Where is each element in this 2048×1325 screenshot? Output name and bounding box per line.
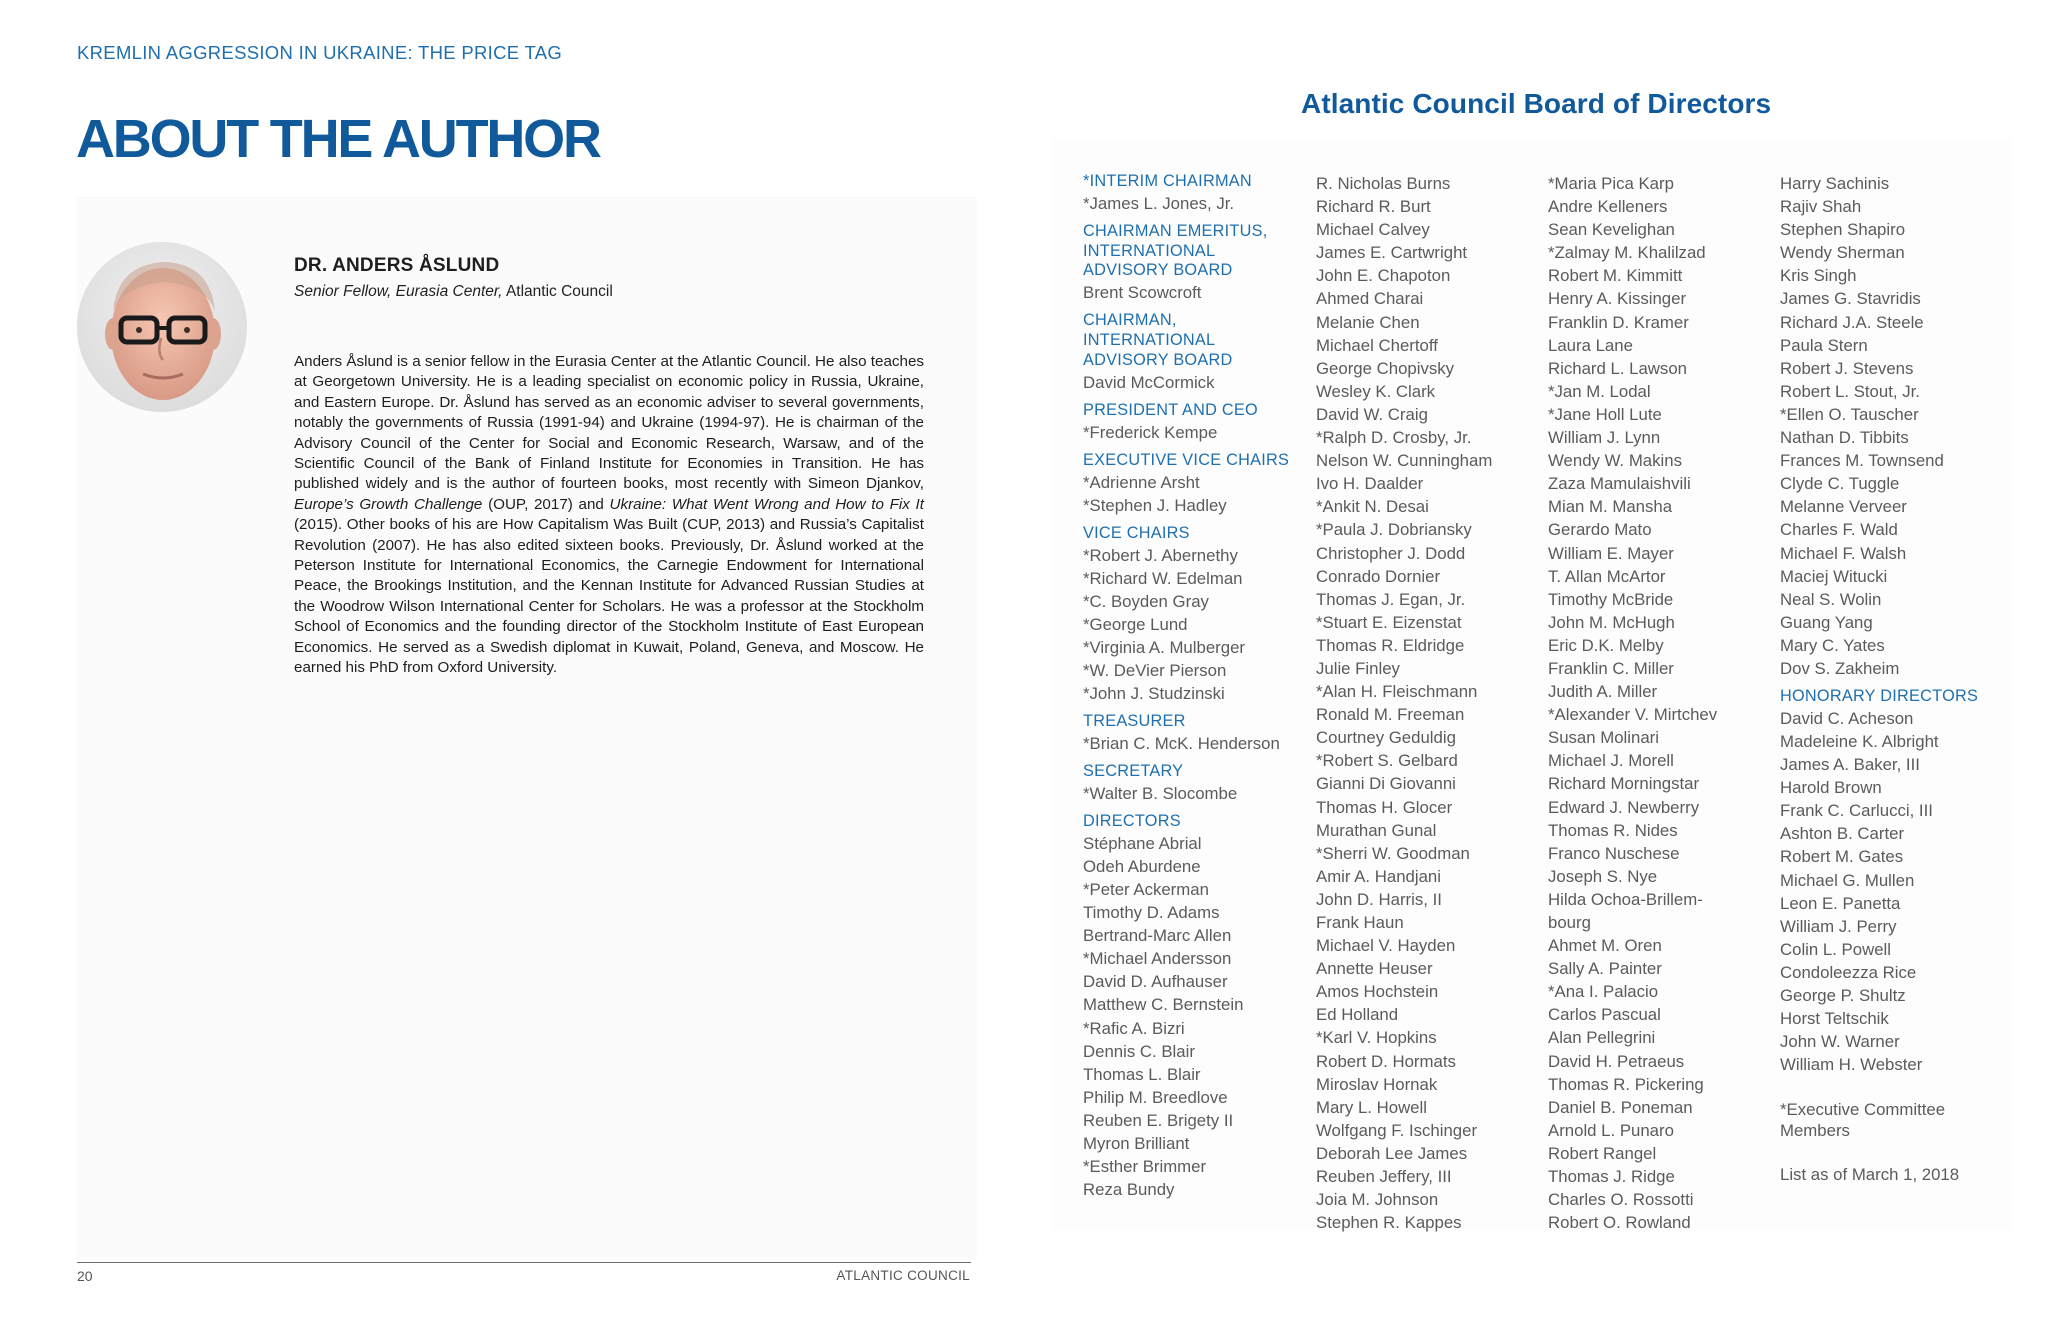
board-member-name: Charles O. Rossotti (1548, 1190, 1694, 1210)
board-member-name: Julie Finley (1316, 658, 1400, 678)
board-member-name: *Richard W. Edelman (1083, 568, 1243, 588)
board-member-name: George Chopivsky (1316, 358, 1455, 378)
board-member-name: George P. Shultz (1780, 985, 1906, 1005)
bio-book-title: Ukraine: What Went Wrong and How to Fix It (609, 495, 924, 513)
board-member-name: Thomas R. Pickering (1548, 1074, 1704, 1094)
board-spacer (1780, 1141, 2015, 1164)
board-member-name: *John J. Studzinski (1083, 684, 1225, 704)
board-member-name: Wendy W. Makins (1548, 451, 1682, 471)
board-member-name: Michael V. Hayden (1316, 936, 1456, 956)
board-member-name: bourg (1548, 913, 1591, 932)
board-member-name: Richard J.A. Steele (1780, 312, 1924, 332)
running-head: KREMLIN AGGRESSION IN UKRAINE: THE PRICE TAG (77, 42, 563, 63)
board-member-name: Miroslav Hornak (1316, 1074, 1438, 1094)
board-member-name: *Ralph D. Crosby, Jr. (1316, 428, 1472, 448)
board-member-name: *Walter B. Slocombe (1083, 783, 1238, 803)
board-member-name: Thomas R. Nides (1548, 820, 1678, 840)
board-member-name: Thomas J. Egan, Jr. (1316, 589, 1466, 609)
board-member-name: Richard L. Lawson (1548, 358, 1687, 378)
board-member-name: Murathan Gunal (1316, 820, 1437, 840)
board-member-name: Reza Bundy (1083, 1180, 1175, 1200)
board-member-name: Alan Pellegrini (1548, 1028, 1656, 1048)
author-portrait-image (77, 242, 247, 412)
board-member-name: *Michael Andersson (1083, 949, 1232, 969)
board-footnote: List as of March 1, 2018 (1780, 1165, 1960, 1185)
board-section-heading: DIRECTORS (1083, 811, 1181, 830)
board-member-name: *Robert S. Gelbard (1316, 751, 1458, 771)
board-member-name: Melanne Verveer (1780, 497, 1907, 517)
board-member-name: Bertrand-Marc Allen (1083, 926, 1232, 946)
board-member-name: Andre Kelleners (1548, 197, 1668, 217)
board-member-name: Condoleezza Rice (1780, 962, 1917, 982)
board-member-name: Ahmed Charai (1316, 289, 1424, 309)
board-section-heading: HONORARY DIRECTORS (1780, 687, 1979, 706)
board-member-name: Robert D. Hormats (1316, 1051, 1456, 1071)
board-member-name: Ahmet M. Oren (1548, 936, 1662, 956)
board-section-heading: SECRETARY (1083, 762, 1184, 781)
board-member-name: Stephen Shapiro (1780, 220, 1906, 240)
board-section-heading: CHAIRMAN, INTERNATIONAL ADVISORY BOARD (1083, 311, 1233, 369)
footer-org: ATLANTIC COUNCIL (836, 1268, 970, 1283)
board-column-4 (1780, 172, 2015, 1185)
board-title: Atlantic Council Board of Directors (1301, 88, 1772, 119)
board-member-name: William E. Mayer (1548, 543, 1674, 563)
bio-text: (2015). Other books of his are How Capitalism Was Built (CUP, 2013) and Russia’s Capitalist Revolution (2007). He has also edited sixteen books. Previously, Dr. Åslund worked at the Peterson Institute for International Economics, the Carnegie Endowment for International Peace, the Brookings Institution, and the Kennan Institute for Advanced Russian Studies at the Woodrow Wilson International Center for Scholars. He was a professor at the Stockholm School of Economics and the founding director of the Stockholm Institute of East European Economics. He served as a Swedish diplomat in Kuwait, Poland, Geneva, and Moscow. He earned his PhD from Oxford University. (294, 516, 924, 677)
board-member-name: David W. Craig (1316, 404, 1428, 424)
board-member-name: Kris Singh (1780, 266, 1857, 286)
bio-book-title: Europe’s Growth Challenge (294, 495, 483, 513)
board-member-name: R. Nicholas Burns (1316, 174, 1451, 193)
board-member-name: Leon E. Panetta (1780, 893, 1901, 913)
board-member-name: *Brian C. McK. Henderson (1083, 733, 1280, 753)
board-column-1 (1083, 172, 1308, 1201)
author-name: DR. ANDERS ÅSLUND (294, 255, 500, 276)
bio-text: (OUP, 2017) and (482, 495, 610, 513)
board-member-name: Frank C. Carlucci, III (1780, 801, 1933, 821)
board-member-name: Stéphane Abrial (1083, 833, 1202, 853)
board-member-name: Susan Molinari (1548, 728, 1659, 748)
page-title: ABOUT THE AUTHOR (76, 109, 600, 169)
board-column-3 (1548, 172, 1773, 1234)
board-member-name: Conrado Dornier (1316, 566, 1441, 586)
board-member-name: Eric D.K. Melby (1548, 635, 1664, 655)
board-member-name: *Adrienne Arsht (1083, 472, 1200, 492)
board-member-name: James A. Baker, III (1780, 755, 1920, 775)
board-member-name: *Alexander V. Mirtchev (1548, 705, 1718, 725)
board-member-name: *Stuart E. Eizenstat (1316, 612, 1462, 632)
bio-text: Anders Åslund is a senior fellow in the Eurasia Center at the Atlantic Council. He also teaches at Georgetown University. He is a leading specialist on economic policy in Russia, Ukraine, and Eastern Europe. Dr. Åslund has served as an economic adviser to several governments, notably the governments of Russia (1991-94) and Ukraine (1994-97). He is chairman of the Advisory Council of the Center for Social and Economic Research, Warsaw, and of the Scientific Council of the Bank of Finland Institute for Economies in Transition. He has published widely and is the author of fourteen books, most recently with Simeon Djankov, (294, 353, 924, 493)
author-role (294, 283, 613, 301)
board-member-name: Mary C. Yates (1780, 635, 1885, 655)
board-member-name: *George Lund (1083, 614, 1188, 634)
board-member-name: Rajiv Shah (1780, 197, 1862, 217)
board-member-name: Henry A. Kissinger (1548, 289, 1687, 309)
board-member-name: David C. Acheson (1780, 708, 1914, 728)
board-member-name: *Frederick Kempe (1083, 422, 1218, 442)
board-member-name: Daniel B. Poneman (1548, 1097, 1693, 1117)
board-member-name: Amir A. Handjani (1316, 866, 1441, 886)
board-footnote: *Executive Committee Members (1780, 1100, 1946, 1141)
board-member-name: Brent Scowcroft (1083, 283, 1202, 303)
board-member-name: Franco Nuschese (1548, 843, 1680, 863)
board-member-name: Neal S. Wolin (1780, 589, 1882, 609)
board-member-name: Harold Brown (1780, 778, 1882, 798)
board-member-name: Sally A. Painter (1548, 959, 1662, 979)
board-member-name: Thomas J. Ridge (1548, 1167, 1675, 1187)
board-member-name: *Jan M. Lodal (1548, 381, 1651, 401)
board-member-name: *Virginia A. Mulberger (1083, 637, 1245, 657)
board-member-name: Clyde C. Tuggle (1780, 474, 1900, 494)
board-member-name: Matthew C. Bernstein (1083, 995, 1244, 1015)
board-member-name: *James L. Jones, Jr. (1083, 193, 1235, 213)
board-member-name: James E. Cartwright (1316, 243, 1468, 263)
board-member-name: Gianni Di Giovanni (1316, 774, 1456, 794)
board-member-name: Frances M. Townsend (1780, 451, 1944, 471)
board-member-name: Christopher J. Dodd (1316, 543, 1466, 563)
board-member-name: John E. Chapoton (1316, 266, 1451, 286)
board-member-name: *Paula J. Dobriansky (1316, 520, 1472, 540)
board-member-name: Robert M. Kimmitt (1548, 266, 1683, 286)
board-member-name: William J. Lynn (1548, 428, 1661, 448)
author-bio (294, 352, 924, 679)
board-member-name: David McCormick (1083, 372, 1215, 392)
board-section-heading: PRESIDENT AND CEO (1083, 400, 1258, 419)
board-member-name: Frank Haun (1316, 913, 1404, 932)
board-section-heading: CHAIRMAN EMERITUS, INTERNATIONAL ADVISORY BOARD (1083, 221, 1268, 280)
board-member-name: Michael F. Walsh (1780, 543, 1907, 563)
board-member-name: Sean Kevelighan (1548, 220, 1675, 240)
board-member-name: Gerardo Mato (1548, 520, 1652, 540)
board-member-name: *Esther Brimmer (1083, 1157, 1207, 1177)
board-member-name: Robert M. Gates (1780, 847, 1904, 867)
board-member-name: Thomas R. Eldridge (1316, 635, 1465, 655)
board-member-name: Robert O. Rowland (1548, 1213, 1691, 1233)
board-member-name: Mian M. Mansha (1548, 497, 1673, 517)
board-member-name: Hilda Ochoa-Brillem- (1548, 889, 1703, 909)
board-member-name: *Maria Pica Karp (1548, 174, 1674, 193)
board-section-heading: EXECUTIVE VICE CHAIRS (1083, 450, 1290, 469)
board-member-name: *Peter Ackerman (1083, 879, 1209, 899)
board-member-name: Nelson W. Cunningham (1316, 451, 1493, 471)
board-member-name: James G. Stavridis (1780, 289, 1921, 309)
board-member-name: Melanie Chen (1316, 312, 1420, 332)
board-member-name: David D. Aufhauser (1083, 972, 1228, 992)
board-member-name: Wendy Sherman (1780, 243, 1905, 263)
board-member-name: *C. Boyden Gray (1083, 591, 1209, 611)
board-section-heading: *INTERIM CHAIRMAN (1083, 172, 1252, 190)
board-member-name: *Robert J. Abernethy (1083, 545, 1238, 565)
board-member-name: Nathan D. Tibbits (1780, 428, 1909, 448)
board-member-name: Reuben E. Brigety II (1083, 1110, 1234, 1130)
board-member-name: *Alan H. Fleischmann (1316, 682, 1478, 702)
board-member-name: Robert Rangel (1548, 1143, 1657, 1163)
board-member-name: *Ellen O. Tauscher (1780, 404, 1919, 424)
board-member-name: Ed Holland (1316, 1005, 1399, 1025)
board-member-name: Mary L. Howell (1316, 1097, 1427, 1117)
board-member-name: Dennis C. Blair (1083, 1041, 1195, 1061)
author-role-org: Atlantic Council (502, 283, 613, 300)
board-member-name: John W. Warner (1780, 1032, 1900, 1052)
board-member-name: Wolfgang F. Ischinger (1316, 1120, 1478, 1140)
footer-rule (77, 1262, 971, 1263)
board-member-name: Judith A. Miller (1548, 682, 1658, 702)
board-member-name: Michael Calvey (1316, 220, 1430, 240)
board-column-2 (1316, 172, 1541, 1234)
page-number: 20 (77, 1268, 93, 1284)
board-member-name: Franklin D. Kramer (1548, 312, 1689, 332)
board-member-name: Reuben Jeffery, III (1316, 1167, 1452, 1187)
board-member-name: Michael J. Morell (1548, 751, 1674, 771)
board-member-name: Amos Hochstein (1316, 982, 1439, 1002)
board-member-name: Joia M. Johnson (1316, 1190, 1439, 1210)
board-member-name: Timothy McBride (1548, 589, 1674, 609)
board-member-name: Philip M. Breedlove (1083, 1087, 1228, 1107)
board-spacer (1780, 1076, 2015, 1099)
board-member-name: *Zalmay M. Khalilzad (1548, 243, 1706, 263)
board-member-name: Franklin C. Miller (1548, 658, 1674, 678)
board-member-name: Richard R. Burt (1316, 197, 1431, 217)
board-member-name: *Stephen J. Hadley (1083, 495, 1227, 515)
board-member-name: David H. Petraeus (1548, 1051, 1685, 1071)
board-member-name: *Ana I. Palacio (1548, 982, 1659, 1002)
board-member-name: Carlos Pascual (1548, 1005, 1661, 1025)
board-member-name: Ronald M. Freeman (1316, 705, 1465, 725)
board-member-name: *Jane Holl Lute (1548, 404, 1662, 424)
board-member-name: Harry Sachinis (1780, 174, 1890, 193)
board-member-name: John D. Harris, II (1316, 889, 1442, 909)
board-member-name: Guang Yang (1780, 612, 1873, 632)
board-member-name: Myron Brilliant (1083, 1133, 1190, 1153)
board-member-name: Maciej Witucki (1780, 566, 1888, 586)
board-member-name: *W. DeVier Pierson (1083, 661, 1227, 680)
board-member-name: Ivo H. Daalder (1316, 474, 1424, 494)
board-member-name: T. Allan McArtor (1548, 566, 1666, 586)
board-member-name: Thomas L. Blair (1083, 1064, 1201, 1084)
board-member-name: Zaza Mamulaishvili (1548, 474, 1691, 494)
board-member-name: *Karl V. Hopkins (1316, 1028, 1437, 1048)
board-member-name: Joseph S. Nye (1548, 866, 1658, 886)
board-section-heading: VICE CHAIRS (1083, 523, 1190, 542)
board-member-name: *Sherri W. Goodman (1316, 843, 1470, 863)
board-member-name: Horst Teltschik (1780, 1009, 1889, 1029)
board-member-name: *Ankit N. Desai (1316, 497, 1429, 517)
board-member-name: Richard Morningstar (1548, 774, 1700, 794)
board-member-name: Annette Heuser (1316, 959, 1433, 979)
board-member-name: Deborah Lee James (1316, 1143, 1468, 1163)
board-member-name: Robert J. Stevens (1780, 358, 1914, 378)
board-member-name: Arnold L. Punaro (1548, 1120, 1674, 1140)
board-member-name: *Rafic A. Bizri (1083, 1018, 1185, 1038)
board-member-name: William H. Webster (1780, 1055, 1923, 1075)
board-member-name: Colin L. Powell (1780, 939, 1891, 959)
board-member-name: Dov S. Zakheim (1780, 658, 1900, 678)
author-portrait (77, 242, 247, 412)
board-member-name: Courtney Geduldig (1316, 728, 1456, 748)
board-member-name: Michael Chertoff (1316, 335, 1438, 355)
board-member-name: Charles F. Wald (1780, 520, 1898, 540)
board-member-name: Stephen R. Kappes (1316, 1213, 1462, 1233)
board-member-name: John M. McHugh (1548, 612, 1675, 632)
board-member-name: Laura Lane (1548, 335, 1633, 355)
board-member-name: Edward J. Newberry (1548, 797, 1700, 817)
board-member-name: Robert L. Stout, Jr. (1780, 381, 1920, 401)
board-member-name: Thomas H. Glocer (1316, 797, 1453, 817)
board-member-name: Odeh Aburdene (1083, 856, 1201, 876)
board-member-name: Michael G. Mullen (1780, 870, 1915, 890)
board-member-name: Ashton B. Carter (1780, 824, 1905, 844)
board-member-name: Wesley K. Clark (1316, 381, 1436, 401)
board-member-name: Paula Stern (1780, 335, 1868, 355)
board-member-name: William J. Perry (1780, 916, 1897, 936)
author-role-title: Senior Fellow, Eurasia Center, (294, 283, 503, 300)
board-member-name: Madeleine K. Albright (1780, 731, 1939, 751)
board-member-name: Timothy D. Adams (1083, 903, 1220, 923)
board-section-heading: TREASURER (1083, 712, 1186, 731)
